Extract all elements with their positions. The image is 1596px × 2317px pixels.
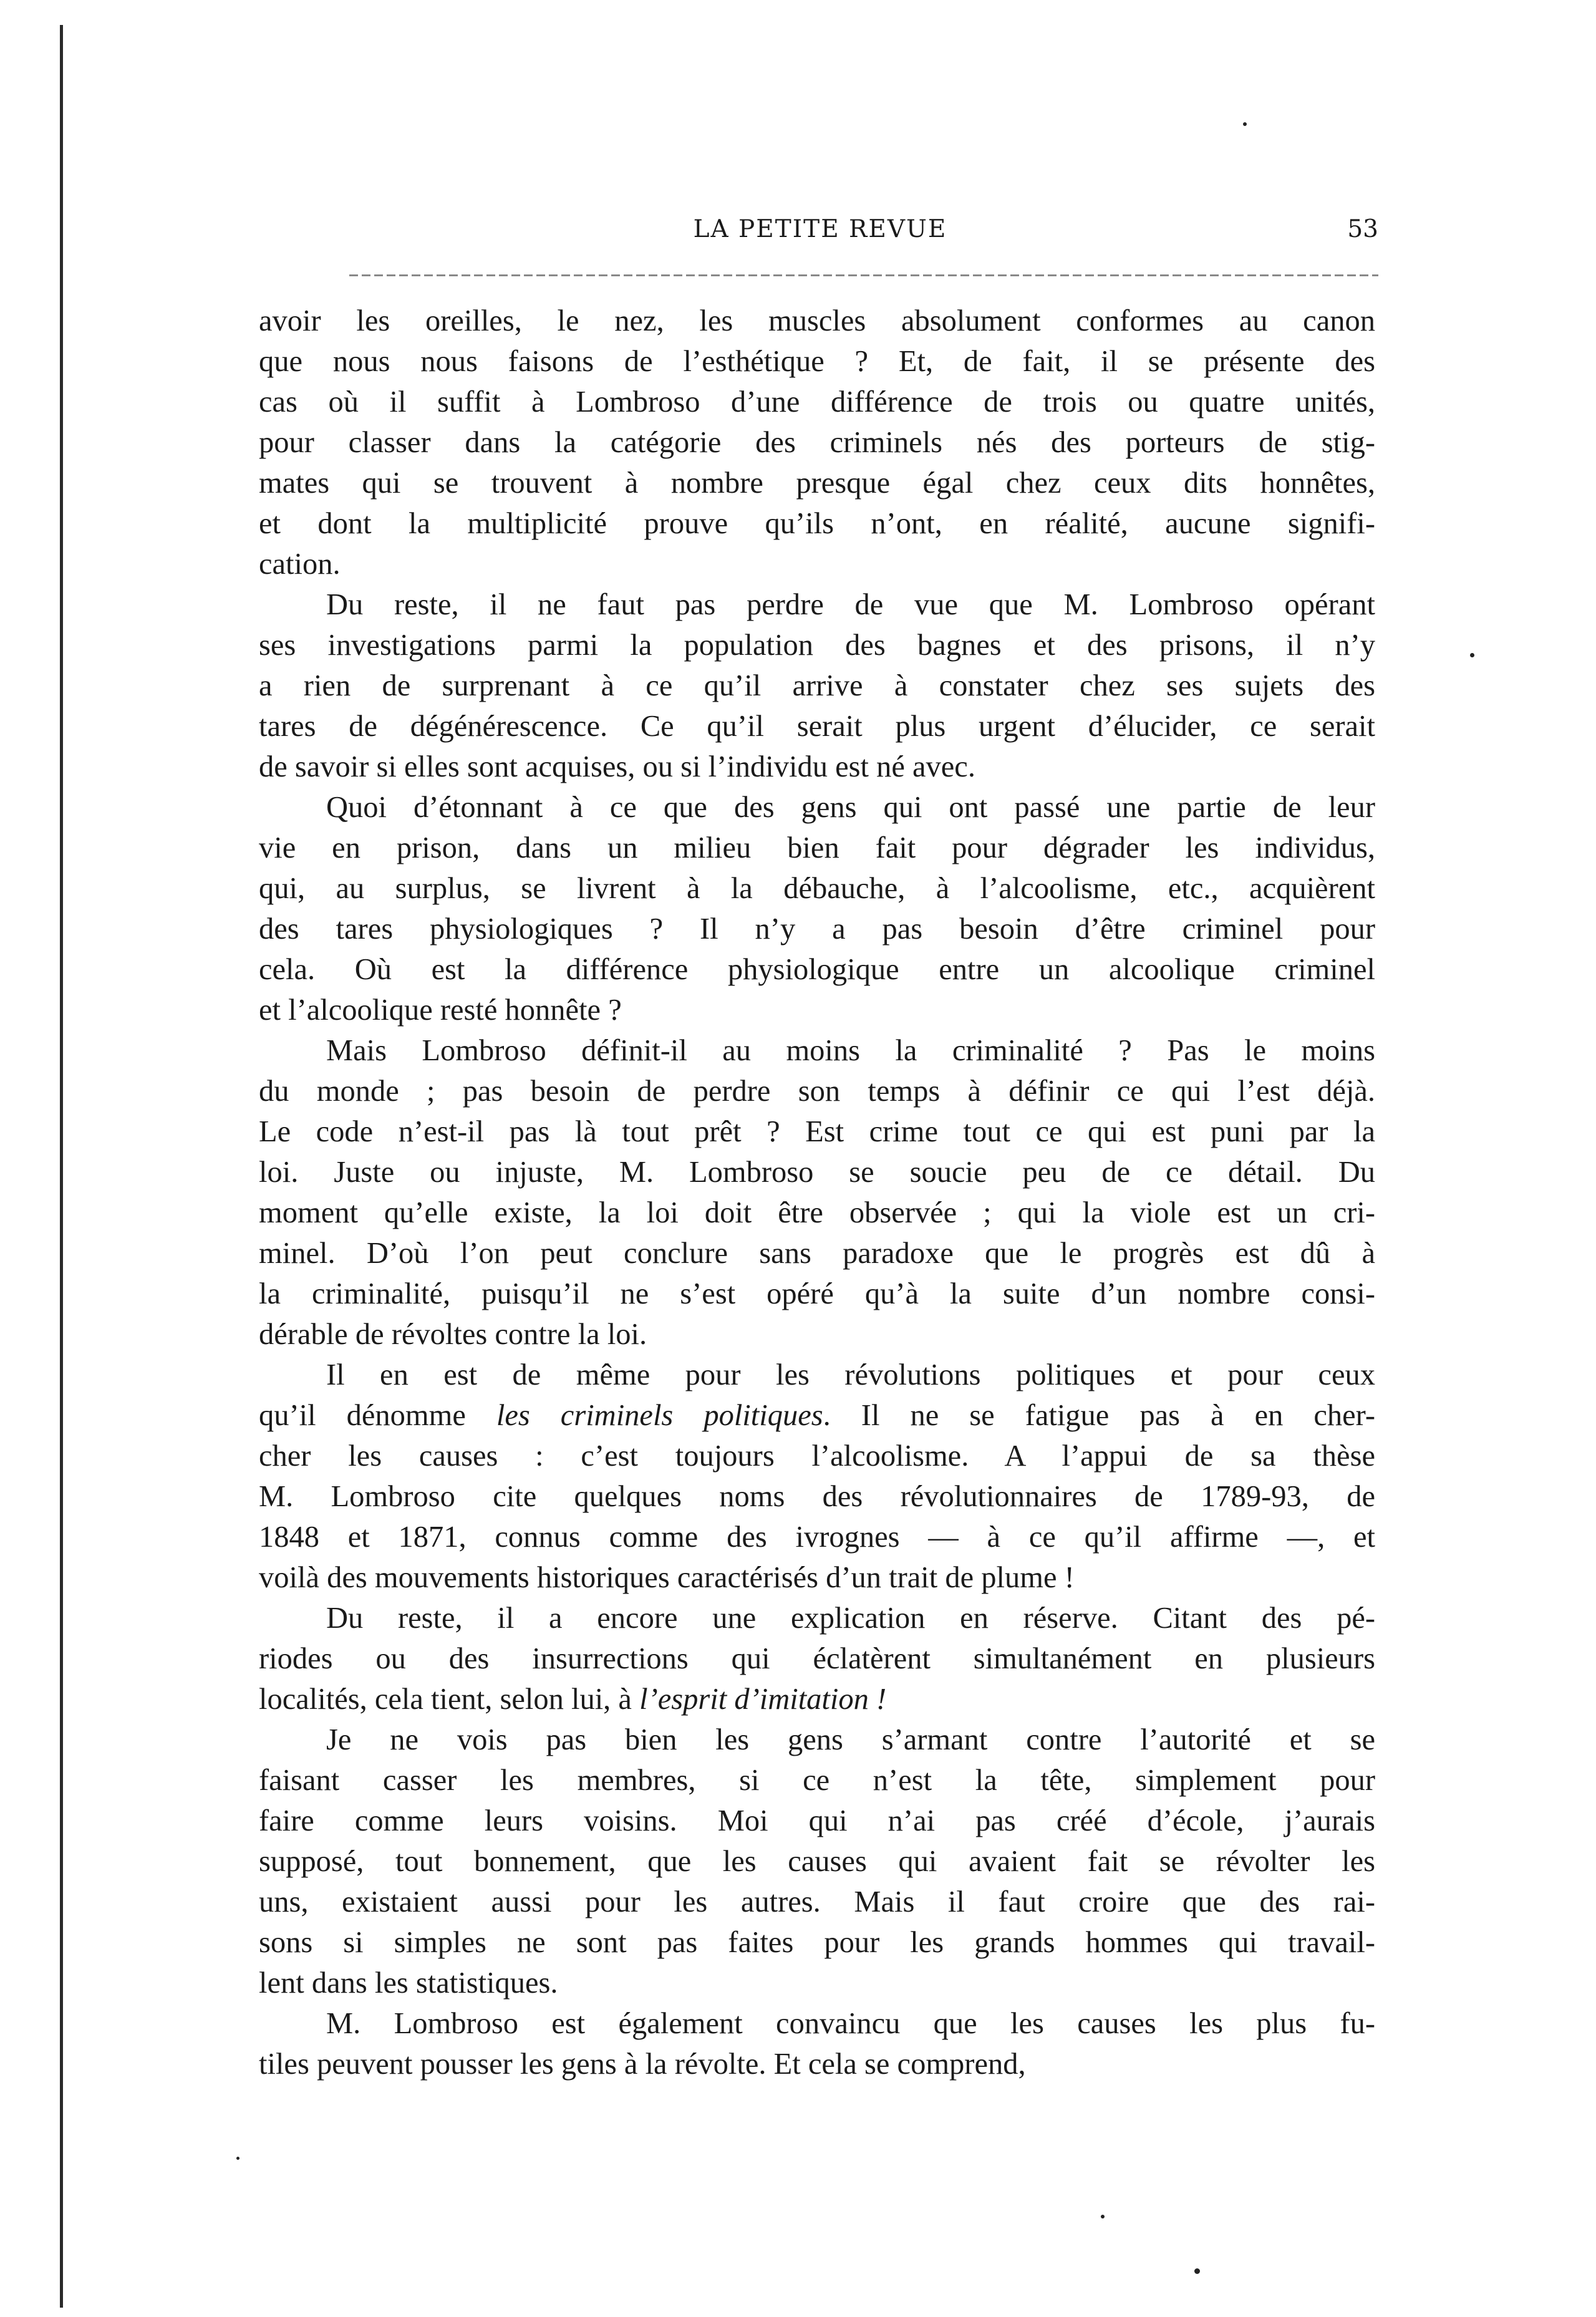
- text-line: M. Lombroso cite quelques noms des révolutionnaires de 1789-93, de: [259, 1480, 1375, 1513]
- paragraph: [259, 1720, 1375, 2003]
- text-line: sons si simples ne sont pas faites pour les grands hommes qui travail-: [259, 1926, 1375, 1959]
- header-rule: [349, 274, 1378, 276]
- text-line: Du reste, il ne faut pas perdre de vue que M. Lombroso opérant: [326, 588, 1375, 621]
- text-line: avoir les oreilles, le nez, les muscles absolument conformes au canon: [259, 304, 1375, 337]
- body-text: [259, 301, 1375, 2084]
- scan-speck: [236, 2157, 239, 2160]
- text-line: 1848 et 1871, connus comme des ivrognes — à ce qu’il affirme —, et: [259, 1521, 1375, 1554]
- text-line: qui, au surplus, se livrent à la débauche, à l’alcoolisme, etc., acquièrent: [259, 872, 1375, 905]
- paragraph: [259, 1598, 1375, 1720]
- text-line: minel. D’où l’on peut conclure sans paradoxe que le progrès est dû à: [259, 1237, 1375, 1270]
- text-line: ses investigations parmi la population des bagnes et des prisons, il n’y: [259, 629, 1375, 662]
- paragraph: [259, 301, 1375, 584]
- text-line: et l’alcoolique resté honnête ?: [259, 994, 622, 1027]
- scan-speck: [1101, 2215, 1105, 2218]
- text-line: cas où il suffit à Lombroso d’une différence de trois ou quatre unités,: [259, 385, 1375, 418]
- text-line: faire comme leurs voisins. Moi qui n’ai pas créé d’école, j’aurais: [259, 1804, 1375, 1837]
- text-line: cela. Où est la différence physiologique entre un alcoolique criminel: [259, 953, 1375, 986]
- text-line: riodes ou des insurrections qui éclatèrent simultanément en plusieurs: [259, 1642, 1375, 1675]
- text-line: M. Lombroso est également convaincu que les causes les plus fu-: [326, 2007, 1375, 2040]
- paragraph: [259, 787, 1375, 1030]
- italic-text: les criminels politiques: [496, 1399, 823, 1432]
- paragraph: [259, 2003, 1375, 2084]
- text-line: et dont la multiplicité prouve qu’ils n’ont, en réalité, aucune signifi-: [259, 507, 1375, 540]
- text-line: qu’il dénomme les criminels politiques. Il ne se fatigue pas à en cher-: [259, 1399, 1375, 1432]
- text-line: lent dans les statistiques.: [259, 1966, 558, 2000]
- text-line: Mais Lombroso définit-il au moins la criminalité ? Pas le moins: [326, 1034, 1375, 1067]
- text-line: dérable de révoltes contre la loi.: [259, 1318, 647, 1351]
- text-line: moment qu’elle existe, la loi doit être observée ; qui la viole est un cri-: [259, 1196, 1375, 1229]
- text-line: des tares physiologiques ? Il n’y a pas besoin d’être criminel pour: [259, 912, 1375, 946]
- text-line: a rien de surprenant à ce qu’il arrive à constater chez ses sujets des: [259, 669, 1375, 702]
- text-line: vie en prison, dans un milieu bien fait pour dégrader les individus,: [259, 831, 1375, 864]
- text-line: supposé, tout bonnement, que les causes qui avaient fait se révolter les: [259, 1845, 1375, 1878]
- paragraph: [259, 584, 1375, 787]
- text-line: tiles peuvent pousser les gens à la révolte. Et cela se comprend,: [259, 2048, 1026, 2081]
- text-line: la criminalité, puisqu’il ne s’est opéré qu’à la suite d’un nombre consi-: [259, 1277, 1375, 1310]
- scan-speck: [1243, 122, 1247, 126]
- text-line: Je ne vois pas bien les gens s’armant contre l’autorité et se: [326, 1723, 1375, 1756]
- text-line: loi. Juste ou injuste, M. Lombroso se soucie peu de ce détail. Du: [259, 1156, 1375, 1189]
- page-number: 53: [1347, 215, 1378, 243]
- paragraph: [259, 1355, 1375, 1598]
- scan-speck: [1194, 2268, 1200, 2274]
- text-line: faisant casser les membres, si ce n’est la tête, simplement pour: [259, 1764, 1375, 1797]
- text-line: uns, existaient aussi pour les autres. Mais il faut croire que des rai-: [259, 1885, 1375, 1918]
- italic-text: l’esprit d’imitation !: [639, 1683, 887, 1716]
- scan-speck: [1470, 653, 1474, 657]
- text-line: mates qui se trouvent à nombre presque égal chez ceux dits honnêtes,: [259, 467, 1375, 500]
- text-line: cher les causes : c’est toujours l’alcoolisme. A l’appui de sa thèse: [259, 1439, 1375, 1473]
- paragraph: [259, 1030, 1375, 1355]
- text-line: Du reste, il a encore une explication en réserve. Citant des pé-: [326, 1602, 1375, 1635]
- text-line: Le code n’est-il pas là tout prêt ? Est crime tout ce qui est puni par la: [259, 1115, 1375, 1148]
- text-line: localités, cela tient, selon lui, à l’esprit d’imitation !: [259, 1683, 887, 1716]
- text-line: cation.: [259, 548, 341, 581]
- text-line: Quoi d’étonnant à ce que des gens qui ont passé une partie de leur: [326, 791, 1375, 824]
- text-line: que nous nous faisons de l’esthétique ? Et, de fait, il se présente des: [259, 345, 1375, 378]
- page-header: [262, 215, 1378, 253]
- text-line: du monde ; pas besoin de perdre son temps à définir ce qui l’est déjà.: [259, 1075, 1375, 1108]
- text-line: pour classer dans la catégorie des criminels nés des porteurs de stig-: [259, 426, 1375, 459]
- text-line: de savoir si elles sont acquises, ou si l’individu est né avec.: [259, 750, 975, 783]
- text-line: tares de dégénérescence. Ce qu’il serait plus urgent d’élucider, ce serait: [259, 710, 1375, 743]
- running-title: LA PETITE REVUE: [693, 215, 947, 243]
- binding-edge-line: [60, 25, 63, 2308]
- text-line: voilà des mouvements historiques caractérisés d’un trait de plume !: [259, 1561, 1075, 1594]
- text-line: Il en est de même pour les révolutions politiques et pour ceux: [326, 1358, 1375, 1391]
